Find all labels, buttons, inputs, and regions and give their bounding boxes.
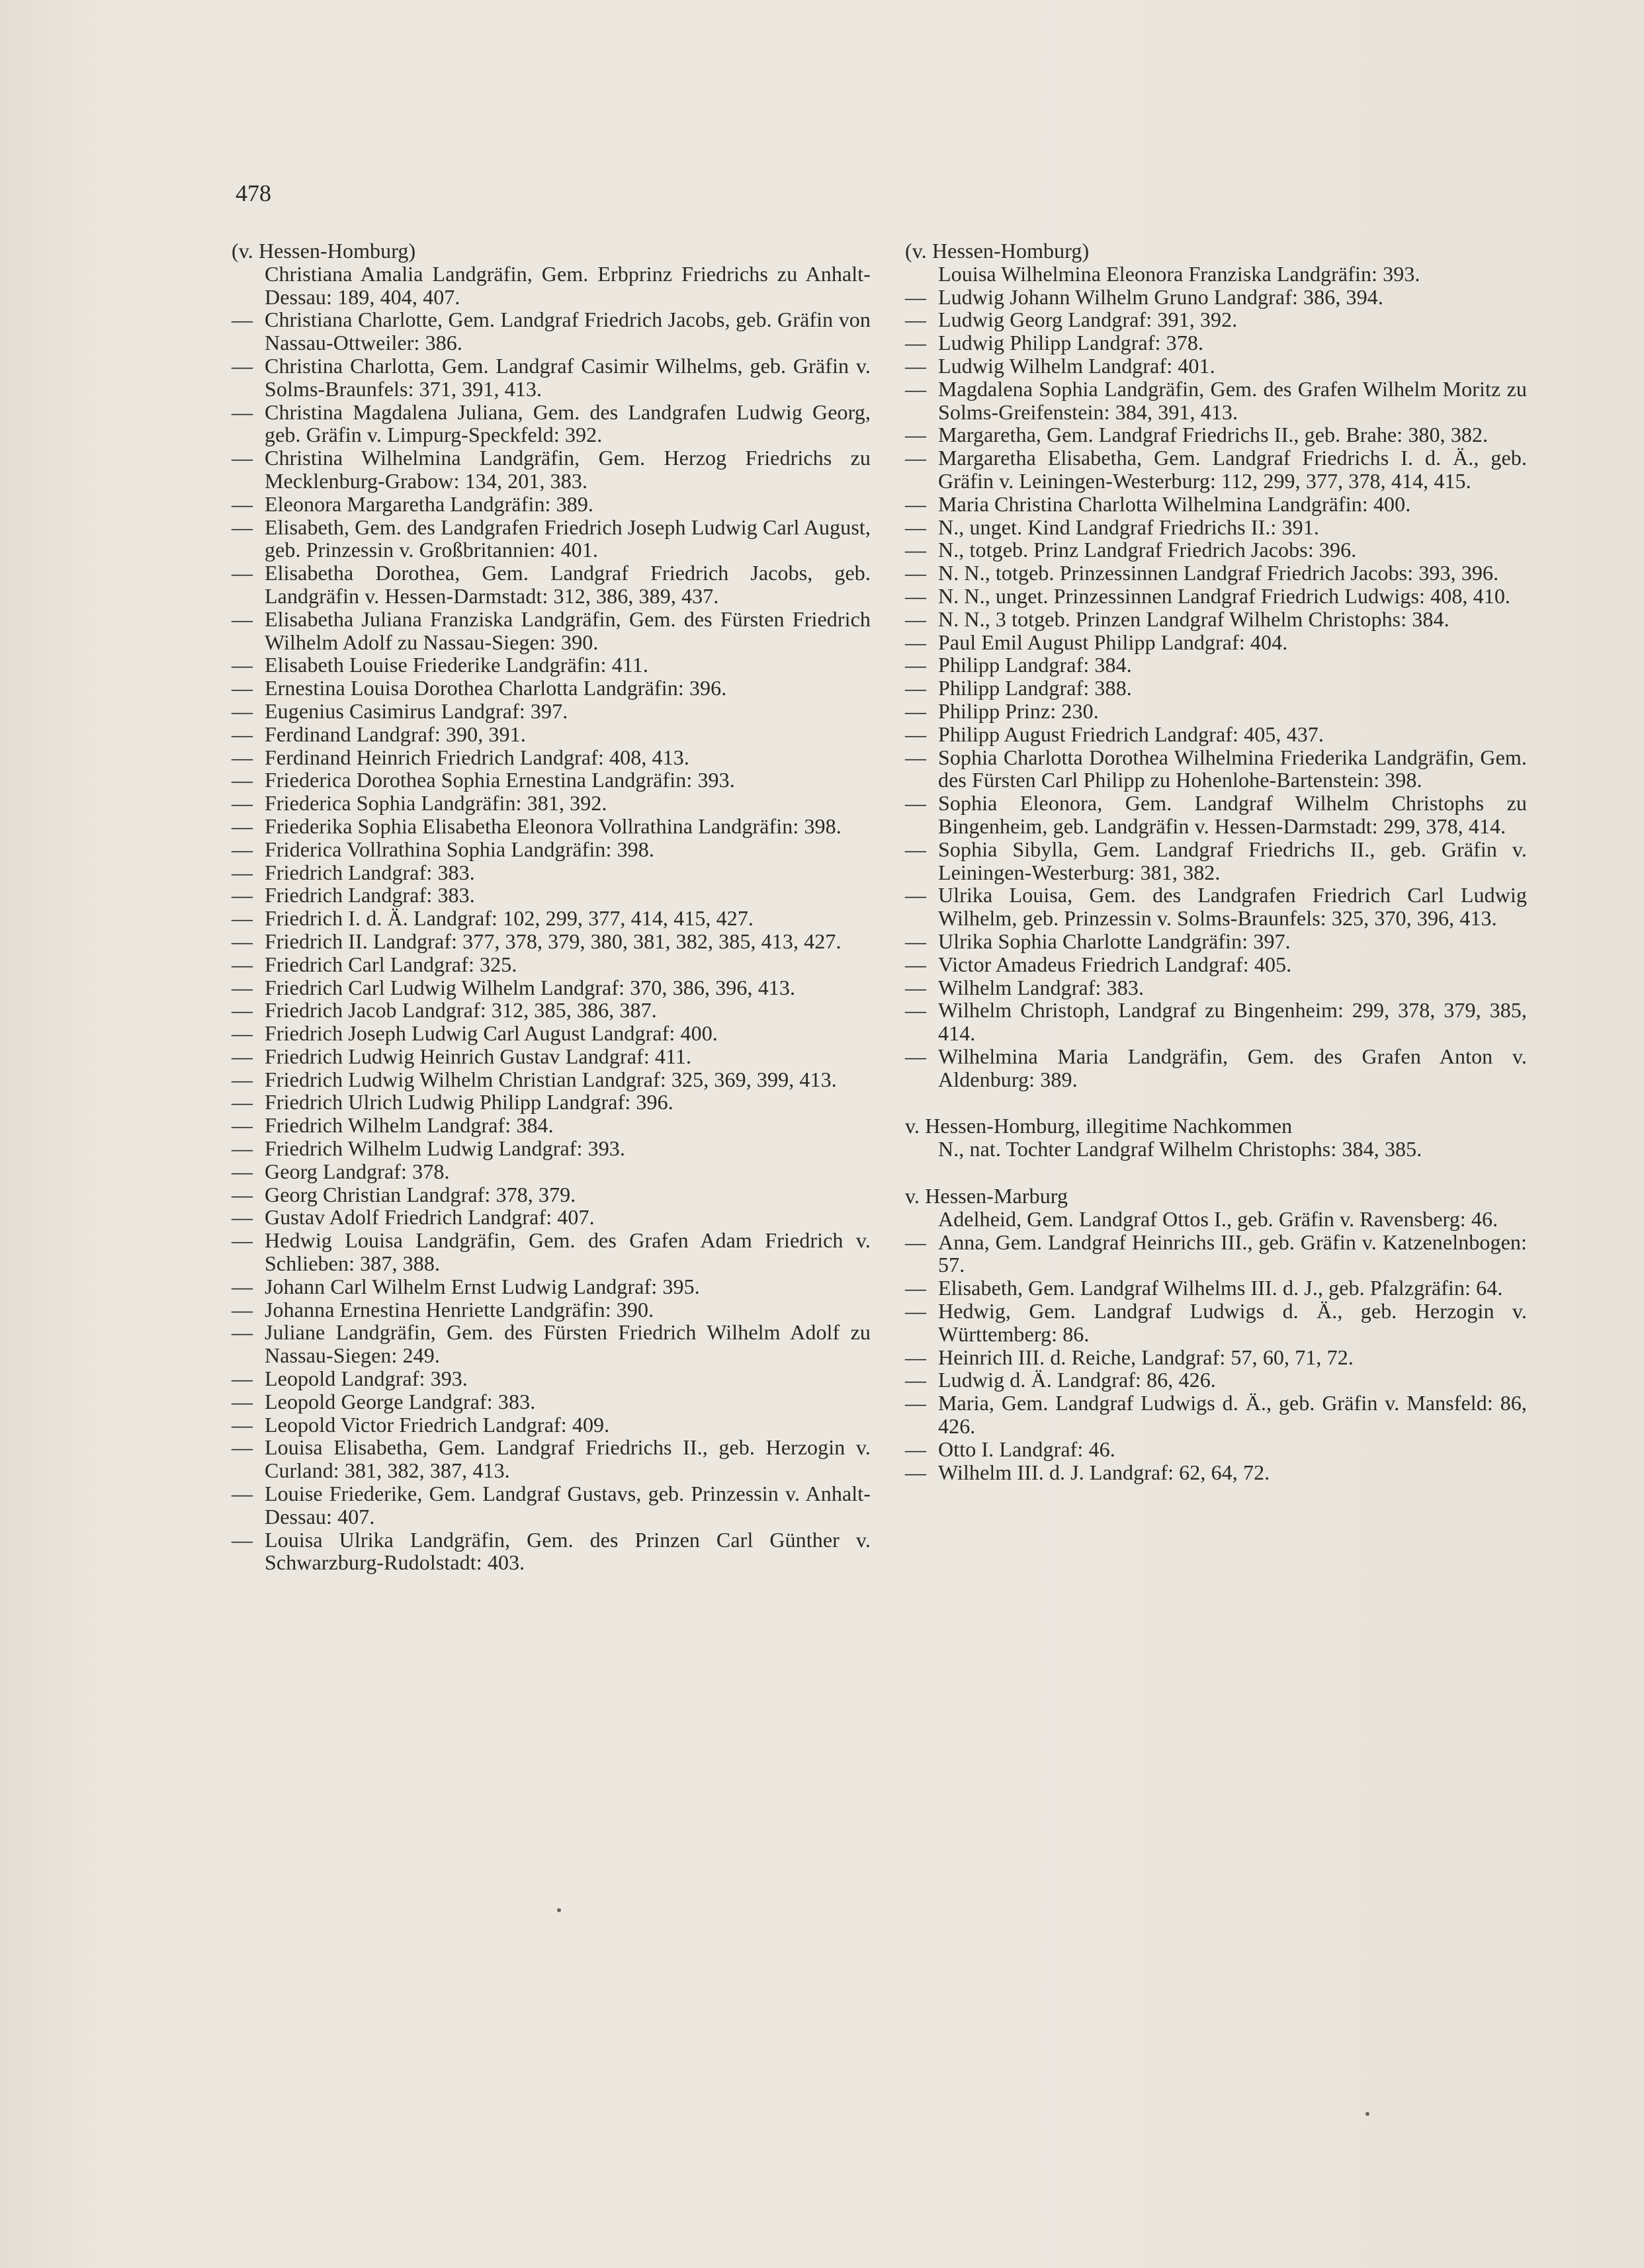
index-entry [905,446,1527,493]
entry-text: Elisabeth, Gem. des Landgrafen Friedrich Joseph Ludwig Carl August, geb. Prinzessin v. Großbritannien: 401. [265,515,871,562]
entry-text: Maria, Gem. Landgraf Ludwigs d. Ä., geb. Gräfin v. Mansfeld: 86, 426. [938,1391,1527,1439]
entry-dash: — [905,308,927,332]
entry-text: Leopold George Landgraf: 383. [265,1389,536,1413]
entry-text: Philipp Landgraf: 384. [938,653,1132,677]
index-entry [232,1367,871,1390]
entry-text: Louisa Ulrika Landgräfin, Gem. des Prinzen Carl Günther v. Schwarzburg-Rudolstadt: 403. [265,1527,871,1575]
entry-text: Margaretha Elisabetha, Gem. Landgraf Friedrichs I. d. Ä., geb. Gräfin v. Leiningen-Westerburg: 112, 299, 377, 378, 414, 415. [938,446,1527,493]
entry-text: Georg Landgraf: 378. [265,1159,450,1183]
entry-dash: — [232,1021,253,1046]
index-entry [232,861,871,884]
entry-dash: — [905,791,927,816]
index-entry [232,1137,871,1160]
section-header: (v. Hessen-Homburg) [905,239,1090,263]
entry-text: Gustav Adolf Friedrich Landgraf: 407. [265,1205,595,1230]
index-entry [905,700,1527,723]
entry-dash: — [232,1527,253,1552]
section-header: v. Hessen-Homburg, illegitime Nachkommen [905,1114,1293,1138]
entry-text: Friedrich Ludwig Heinrich Gustav Landgraf: 411. [265,1044,692,1068]
entry-dash: — [905,698,927,723]
entry-dash: — [905,583,927,608]
right-column [905,239,1527,1484]
index-entry [232,308,871,355]
entry-text: Sophia Sibylla, Gem. Landgraf Friedrichs II., geb. Gräfin v. Leiningen-Westerburg: 381, 382. [938,837,1527,884]
entry-text: Ulrika Louisa, Gem. des Landgrafen Friedrich Carl Ludwig Wilhelm, geb. Prinzessin v. Solms-Braunfels: 325, 370, 396, 413. [938,883,1527,931]
index-entry [232,884,871,907]
entry-dash: — [232,698,253,723]
entry-text: Louisa Wilhelmina Eleonora Franziska Landgräfin: 393. [938,261,1420,286]
entry-text: Friedrich Landgraf: 383. [265,883,475,907]
entry-dash: — [905,883,927,907]
entry-dash: — [232,929,253,953]
entry-dash: — [905,1276,927,1300]
entry-dash: — [905,1460,927,1484]
entry-dash: — [232,745,253,769]
entry-dash: — [232,1435,253,1460]
index-entry [905,1138,1527,1161]
entry-text: Friedrich Ulrich Ludwig Philipp Landgraf: 396. [265,1090,673,1114]
index-entry [232,608,871,654]
entry-dash: — [232,1067,253,1091]
entry-dash: — [905,745,927,769]
entry-text: Ferdinand Heinrich Friedrich Landgraf: 408, 413. [265,745,689,769]
entry-dash: — [232,906,253,931]
page-number: 478 [236,180,271,206]
entry-dash: — [905,423,927,447]
entry-text: Friedrich I. d. Ä. Landgraf: 102, 299, 377, 414, 415, 427. [265,906,754,931]
entry-text: Ferdinand Landgraf: 390, 391. [265,722,526,746]
index-entry [232,516,871,562]
entry-dash: — [905,653,927,677]
entry-text: Friderica Vollrathina Sophia Landgräfin: 398. [265,837,654,861]
index-entry [905,286,1527,309]
paper-speck [1365,2112,1369,2116]
entry-dash: — [905,837,927,861]
entry-text: Eleonora Margaretha Landgräfin: 389. [265,491,594,516]
index-entry [232,1436,871,1482]
entry-dash: — [232,1136,253,1161]
entry-dash: — [232,998,253,1023]
entry-dash: — [905,929,927,953]
index-entry [905,884,1527,930]
entry-dash: — [232,1205,253,1230]
entry-text: Heinrich III. d. Reiche, Landgraf: 57, 60, 71, 72. [938,1345,1354,1369]
entry-dash: — [232,883,253,907]
index-entry [905,608,1527,631]
entry-text: N. N., unget. Prinzessinnen Landgraf Friedrich Ludwigs: 408, 410. [938,583,1511,608]
entry-text: Friedrich Wilhelm Landgraf: 384. [265,1113,554,1138]
index-entry [905,1438,1527,1461]
index-entry [232,1183,871,1206]
entry-text: Paul Emil August Philipp Landgraf: 404. [938,630,1288,654]
index-entry [905,723,1527,746]
entry-dash: — [905,515,927,539]
entry-text: Elisabeth Louise Friederike Landgräfin: 411. [265,653,648,677]
entry-dash: — [232,722,253,746]
entry-text: Philipp Landgraf: 388. [938,676,1132,700]
index-entry [232,562,871,608]
entry-dash: — [232,491,253,516]
entry-text: Christina Charlotta, Gem. Landgraf Casimir Wilhelms, geb. Gräfin v. Solms-Braunfels: 371, 391, 413. [265,353,871,401]
index-entry [232,1091,871,1114]
index-entry [905,953,1527,976]
index-entry [905,792,1527,838]
index-entry [232,1045,871,1068]
entry-dash: — [905,353,927,378]
entry-dash: — [905,446,927,470]
entry-dash: — [905,1299,927,1323]
entry-text: Maria Christina Charlotta Wilhelmina Landgräfin: 400. [938,491,1411,516]
index-entry [232,1206,871,1229]
index-entry [232,1390,871,1413]
entry-text: Friedrich Wilhelm Ludwig Landgraf: 393. [265,1136,626,1161]
index-entry [905,631,1527,654]
entry-dash: — [905,952,927,976]
entry-dash: — [232,952,253,976]
index-entry [905,838,1527,884]
section-gap [905,1091,1527,1114]
index-entry [905,653,1527,677]
entry-text: N., nat. Tochter Landgraf Wilhelm Christophs: 384, 385. [938,1137,1422,1161]
entry-text: Friedrich Landgraf: 383. [265,860,475,884]
entry-dash: — [905,538,927,562]
section-gap [905,1161,1527,1185]
entry-text: Magdalena Sophia Landgräfin, Gem. des Grafen Wilhelm Moritz zu Solms-Greifenstein: 384, 391, 413. [938,376,1527,424]
entry-dash: — [905,284,927,309]
entry-dash: — [232,308,253,332]
index-entry [905,263,1527,286]
entry-dash: — [232,399,253,424]
entry-dash: — [232,1366,253,1391]
index-entry [232,953,871,976]
entry-dash: — [905,1368,927,1392]
entry-dash: — [232,1297,253,1322]
index-entry [905,1346,1527,1369]
entry-text: Ludwig Philipp Landgraf: 378. [938,331,1204,355]
entry-text: Ludwig d. Ä. Landgraf: 86, 426. [938,1368,1216,1392]
entry-text: Anna, Gem. Landgraf Heinrichs III., geb. Gräfin v. Katzenelnbogen: 57. [938,1230,1527,1277]
index-entry [232,493,871,516]
entry-dash: — [232,1113,253,1138]
entry-text: Friederika Sophia Elisabetha Eleonora Vollrathina Landgräfin: 398. [265,814,842,838]
index-entry [232,723,871,746]
index-entry [905,516,1527,539]
entry-dash: — [905,331,927,355]
index-entry [232,1022,871,1045]
entry-text: Elisabetha Dorothea, Gem. Landgraf Friedrich Jacobs, geb. Landgräfin v. Hessen-Darmstadt: 312, 386, 389, 437. [265,561,871,608]
index-entry [905,930,1527,953]
entry-dash: — [905,491,927,516]
entry-dash: — [232,768,253,792]
index-entry [905,493,1527,516]
index-entry [232,1321,871,1367]
index-entry [232,1529,871,1575]
entry-text: Hedwig Louisa Landgräfin, Gem. des Grafen Adam Friedrich v. Schlieben: 387, 388. [265,1228,871,1276]
section-header: v. Hessen-Marburg [905,1184,1068,1208]
entry-text: Otto I. Landgraf: 46. [938,1437,1115,1461]
entry-text: Sophia Charlotta Dorothea Wilhelmina Friederika Landgräfin, Gem. des Fürsten Carl Philipp zu Hohenlohe-Bartenstein: 398. [938,745,1527,792]
index-entry [232,746,871,769]
index-entry [232,907,871,930]
index-entry [905,746,1527,792]
entry-dash: — [232,1159,253,1183]
entry-text: N. N., totgeb. Prinzessinnen Landgraf Friedrich Jacobs: 393, 396. [938,561,1499,585]
entry-dash: — [232,1182,253,1206]
index-entry [232,976,871,999]
entry-text: Philipp August Friedrich Landgraf: 405, 437. [938,722,1324,746]
index-entry [905,1277,1527,1300]
entry-dash: — [905,561,927,585]
entry-dash: — [232,607,253,631]
entry-text: Margaretha, Gem. Landgraf Friedrichs II., geb. Brahe: 380, 382. [938,423,1489,447]
entry-dash: — [905,722,927,746]
entry-dash: — [232,791,253,816]
index-entry [232,838,871,861]
entry-text: N., totgeb. Prinz Landgraf Friedrich Jacobs: 396. [938,538,1357,562]
index-entry [232,401,871,447]
index-entry [905,1231,1527,1277]
index-entry [232,930,871,953]
entry-text: Ernestina Louisa Dorothea Charlotta Landgräfin: 396. [265,676,727,700]
index-entry [232,769,871,792]
index-entry [232,446,871,493]
index-entry [905,331,1527,355]
index-entry [232,1275,871,1298]
entry-text: Johanna Ernestina Henriette Landgräfin: 390. [265,1297,654,1322]
entry-dash: — [232,653,253,677]
index-entry [905,1368,1527,1392]
index-entry [232,999,871,1022]
entry-text: Friedrich Carl Landgraf: 325. [265,952,517,976]
entry-text: Leopold Victor Friedrich Landgraf: 409. [265,1412,610,1437]
index-entry [232,792,871,815]
entry-text: Sophia Eleonora, Gem. Landgraf Wilhelm Christophs zu Bingenheim, geb. Landgräfin v. Hessen-Darmstadt: 299, 378, 414. [938,791,1527,838]
section-header: (v. Hessen-Homburg) [232,239,416,263]
entry-dash: — [232,1044,253,1068]
index-entry [232,677,871,700]
entry-text: Ludwig Georg Landgraf: 391, 392. [938,308,1238,332]
entry-dash: — [232,353,253,378]
index-entry [905,1392,1527,1438]
entry-dash: — [232,837,253,861]
entry-dash: — [232,515,253,539]
entry-text: Leopold Landgraf: 393. [265,1366,468,1391]
entry-text: Christina Wilhelmina Landgräfin, Gem. Herzog Friedrichs zu Mecklenburg-Grabow: 134, 201, 383. [265,446,871,493]
index-entry [905,378,1527,424]
entry-dash: — [905,1345,927,1369]
entry-dash: — [232,975,253,999]
entry-text: Elisabetha Juliana Franziska Landgräfin, Gem. des Fürsten Friedrich Wilhelm Adolf zu Nassau-Siegen: 390. [265,607,871,654]
index-entry [232,1413,871,1437]
entry-text: N., unget. Kind Landgraf Friedrichs II.: 391. [938,515,1319,539]
entry-text: Louisa Elisabetha, Gem. Landgraf Friedrichs II., geb. Herzogin v. Curland: 381, 382, 387, 413. [265,1435,871,1483]
entry-text: Eugenius Casimirus Landgraf: 397. [265,698,568,723]
entry-text: Hedwig, Gem. Landgraf Ludwigs d. Ä., geb. Herzogin v. Württemberg: 86. [938,1299,1527,1346]
entry-text: Wilhelm Landgraf: 383. [938,975,1145,999]
index-entry [232,263,871,309]
entry-text: Ludwig Johann Wilhelm Gruno Landgraf: 386, 394. [938,284,1383,309]
index-entry [232,355,871,401]
entry-text: Ulrika Sophia Charlotte Landgräfin: 397. [938,929,1291,953]
entry-text: Friedrich II. Landgraf: 377, 378, 379, 380, 381, 382, 385, 413, 427. [265,929,842,953]
index-entry [905,999,1527,1045]
index-entry [232,1298,871,1322]
entry-dash: — [232,1274,253,1298]
entry-text: Adelheid, Gem. Landgraf Ottos I., geb. Gräfin v. Ravensberg: 46. [938,1206,1498,1231]
entry-dash: — [905,1230,927,1254]
entry-text: Wilhelmina Maria Landgräfin, Gem. des Grafen Anton v. Aldenburg: 389. [938,1044,1527,1091]
entry-dash: — [905,676,927,700]
index-entry [232,1114,871,1137]
index-entry [232,1160,871,1183]
entry-text: Ludwig Wilhelm Landgraf: 401. [938,353,1215,378]
entry-text: Christiana Amalia Landgräfin, Gem. Erbprinz Friedrichs zu Anhalt-Dessau: 189, 404, 407. [265,261,871,309]
index-entry [905,1045,1527,1091]
entry-text: N. N., 3 totgeb. Prinzen Landgraf Wilhelm Christophs: 384. [938,607,1449,631]
index-entry [905,538,1527,562]
entry-dash: — [232,1412,253,1437]
entry-text: Friedrich Carl Ludwig Wilhelm Landgraf: 370, 386, 396, 413. [265,975,796,999]
index-entry [232,1229,871,1275]
entry-text: Philipp Prinz: 230. [938,698,1099,723]
entry-dash: — [905,975,927,999]
entry-dash: — [905,998,927,1023]
index-entry [905,562,1527,585]
entry-text: Georg Christian Landgraf: 378, 379. [265,1182,576,1206]
entry-text: Friederica Dorothea Sophia Ernestina Landgräfin: 393. [265,768,735,792]
entry-text: Elisabeth, Gem. Landgraf Wilhelms III. d. J., geb. Pfalzgräfin: 64. [938,1276,1503,1300]
index-entry [905,1208,1527,1231]
entry-dash: — [232,1090,253,1114]
entry-dash: — [905,1437,927,1461]
entry-dash: — [232,1320,253,1345]
index-entry [905,308,1527,331]
index-entry [232,653,871,677]
index-entry [232,1068,871,1091]
entry-text: Friederica Sophia Landgräfin: 381, 392. [265,791,607,816]
index-entry [905,585,1527,608]
entry-text: Friedrich Ludwig Wilhelm Christian Landgraf: 325, 369, 399, 413. [265,1067,837,1091]
entry-dash: — [232,446,253,470]
entry-dash: — [232,1228,253,1253]
entry-text: Christiana Charlotte, Gem. Landgraf Friedrich Jacobs, geb. Gräfin von Nassau-Ottweiler: 386. [265,308,871,355]
entry-text: Johann Carl Wilhelm Ernst Ludwig Landgraf: 395. [265,1274,700,1298]
index-entry [232,1482,871,1529]
entry-dash: — [905,376,927,401]
entry-text: Friedrich Joseph Ludwig Carl August Landgraf: 400. [265,1021,718,1046]
index-entry [232,815,871,838]
entry-dash: — [232,1389,253,1413]
index-entry [905,423,1527,446]
entry-dash: — [232,561,253,585]
entry-text: Wilhelm Christoph, Landgraf zu Bingenheim: 299, 378, 379, 385, 414. [938,998,1527,1046]
entry-text: Victor Amadeus Friedrich Landgraf: 405. [938,952,1292,976]
entry-text: Friedrich Jacob Landgraf: 312, 385, 386, 387. [265,998,657,1023]
paper-speck [557,1908,561,1912]
index-entry [905,1461,1527,1484]
index-entry [905,677,1527,700]
entry-text: Christina Magdalena Juliana, Gem. des Landgrafen Ludwig Georg, geb. Gräfin v. Limpurg-Speckfeld: 392. [265,399,871,447]
entry-text: Juliane Landgräfin, Gem. des Fürsten Friedrich Wilhelm Adolf zu Nassau-Siegen: 249. [265,1320,871,1368]
entry-dash: — [905,630,927,654]
entry-dash: — [905,1391,927,1415]
entry-dash: — [232,860,253,884]
entry-text: Louise Friederike, Gem. Landgraf Gustavs, geb. Prinzessin v. Anhalt-Dessau: 407. [265,1482,871,1529]
entry-text: Wilhelm III. d. J. Landgraf: 62, 64, 72. [938,1460,1270,1484]
entry-dash: — [232,1482,253,1506]
entry-dash: — [905,1044,927,1068]
entry-dash: — [232,676,253,700]
entry-dash: — [232,814,253,838]
entry-dash: — [905,607,927,631]
left-column [232,239,871,1574]
index-entry [905,976,1527,999]
index-entry [905,355,1527,378]
index-entry [232,700,871,723]
index-entry [905,1300,1527,1346]
